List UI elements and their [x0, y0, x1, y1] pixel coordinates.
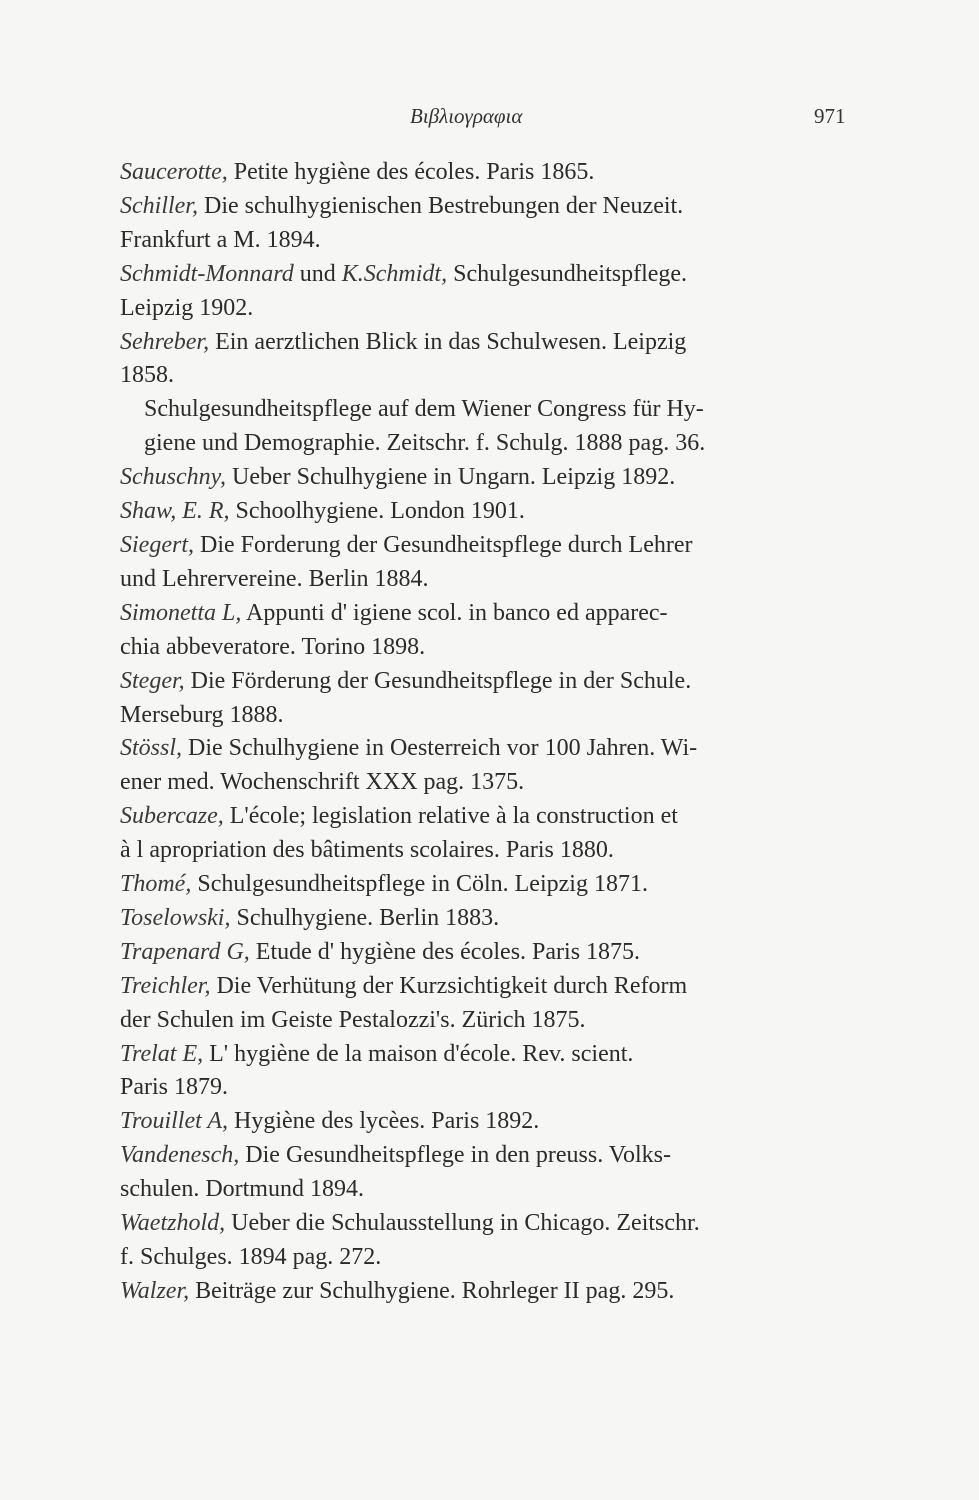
- bibliography-entry: [120, 902, 860, 936]
- entry-text: Ueber die Schulausstellung in Chicago. Zeitschr.: [231, 1210, 700, 1237]
- entry-author: Trouillet A,: [120, 1108, 229, 1135]
- entry-text: Frankfurt a M. 1894.: [120, 226, 321, 253]
- entry-author: Siegert,: [120, 531, 194, 558]
- running-header-title: Βιβλιογραφια: [410, 104, 523, 128]
- bibliography-entry: [120, 1038, 860, 1106]
- bibliography-entry: [120, 1207, 860, 1275]
- bibliography-entry: [120, 529, 860, 597]
- bibliography-entry: [120, 665, 860, 733]
- entry-text: Schulgesundheitspflege auf dem Wiener Congress für Hy-: [144, 396, 704, 423]
- bibliography-entry: [120, 597, 860, 665]
- entry-text: schulen. Dortmund 1894.: [120, 1176, 364, 1203]
- entry-text: chia abbeveratore. Torino 1898.: [120, 633, 426, 660]
- entry-text: Paris 1879.: [120, 1074, 228, 1101]
- entry-text: L'école; legislation relative à la construction et: [229, 803, 678, 830]
- entry-text: giene und Demographie. Zeitschr. f. Schulg. 1888 pag. 36.: [144, 430, 706, 457]
- bibliography-entry: [120, 732, 860, 800]
- entry-author: Simonetta L,: [120, 599, 242, 626]
- entry-text: Ueber Schulhygiene in Ungarn. Leipzig 1892.: [231, 464, 676, 491]
- entry-author: Saucerotte,: [120, 159, 228, 185]
- entry-author: Trelat E,: [120, 1040, 204, 1067]
- entry-text: und Lehrervereine. Berlin 1884.: [120, 565, 429, 592]
- entry-author: Sehreber,: [120, 328, 210, 355]
- entry-text: Die Förderung der Gesundheitspflege in der Schule.: [190, 667, 692, 694]
- entry-text: Beiträge zur Schulhygiene. Rohrleger II pag. 295.: [195, 1277, 675, 1304]
- entry-author: Treichler,: [120, 972, 211, 999]
- entry-text: Die Verhütung der Kurzsichtigkeit durch Reform: [216, 972, 688, 999]
- entry-author-second: K.Schmidt,: [341, 260, 448, 287]
- entry-text: Schulgesundheitspflege in Cöln. Leipzig 1871.: [197, 871, 648, 898]
- entry-text: à l apropriation des bâtiments scolaires. Paris 1880.: [120, 837, 614, 864]
- bibliography-entry: [120, 156, 860, 190]
- entry-author: Schuschny,: [120, 464, 226, 491]
- entry-author: Schmidt-Monnard: [120, 260, 294, 287]
- entry-text: der Schulen im Geiste Pestalozzi's. Zürich 1875.: [120, 1006, 586, 1033]
- entry-author: Vandenesch,: [120, 1142, 240, 1169]
- entry-author: Shaw, E. R,: [120, 498, 230, 525]
- entry-author: Thomé,: [120, 871, 192, 898]
- entry-text: Schulhygiene. Berlin 1883.: [236, 904, 500, 931]
- bibliography-entry: [120, 1275, 860, 1309]
- entry-text: Merseburg 1888.: [120, 701, 284, 728]
- entry-text: Die Gesundheitspflege in den preuss. Volks-: [245, 1142, 672, 1169]
- entry-connector: und: [299, 260, 336, 287]
- entry-text: Hygiène des lycèes. Paris 1892.: [234, 1108, 540, 1135]
- entry-author: Waetzhold,: [120, 1210, 226, 1237]
- entry-text: Etude d' hygiène des écoles. Paris 1875.: [255, 938, 641, 965]
- bibliography-entry: [120, 1139, 860, 1207]
- entry-text: Appunti d' igiene scol. in banco ed apparec-: [246, 599, 668, 626]
- entry-text: ener med. Wochenschrift XXX pag. 1375.: [120, 769, 525, 796]
- bibliography-entry: [120, 970, 860, 1038]
- entry-author: Stössl,: [120, 735, 183, 762]
- entry-text: Die schulhygienischen Bestrebungen der Neuzeit.: [204, 192, 684, 219]
- bibliography-entry: [120, 495, 860, 529]
- entry-text: f. Schulges. 1894 pag. 272.: [120, 1244, 382, 1270]
- entry-text: Die Schulhygiene in Oesterreich vor 100 Jahren. Wi-: [188, 735, 698, 762]
- bibliography-entry: [120, 800, 860, 868]
- entry-text: Die Forderung der Gesundheitspflege durch Lehrer: [199, 531, 693, 558]
- bibliography-entry: [120, 461, 860, 495]
- entry-author: Subercaze,: [120, 803, 224, 830]
- entry-text: 1858.: [120, 362, 174, 389]
- entry-text: Leipzig 1902.: [120, 294, 254, 321]
- entry-author: Toselowski,: [120, 904, 231, 931]
- bibliography-entry: [120, 1105, 860, 1139]
- bibliography-entry: [120, 258, 860, 326]
- bibliography-entry: [120, 868, 860, 902]
- entry-author: Trapenard G,: [120, 938, 250, 965]
- entry-author: Schiller,: [120, 192, 198, 219]
- entry-text: Petite hygiène des écoles. Paris 1865.: [233, 159, 595, 185]
- bibliography-list: [120, 156, 860, 1309]
- entry-text: Schulgesundheitspflege.: [453, 260, 688, 287]
- bibliography-entry: [120, 936, 860, 970]
- entry-author: Steger,: [120, 667, 185, 694]
- entry-author: Walzer,: [120, 1277, 190, 1304]
- entry-text: L' hygiène de la maison d'école. Rev. scient.: [209, 1040, 634, 1067]
- bibliography-entry: [120, 190, 860, 258]
- bibliography-entry: [120, 326, 860, 394]
- entry-text: Ein aerztlichen Blick in das Schulwesen. Leipzig: [215, 328, 687, 355]
- bibliography-entry: [120, 393, 860, 461]
- entry-text: Schoolhygiene. London 1901.: [235, 498, 525, 525]
- page-number: 971: [814, 104, 846, 128]
